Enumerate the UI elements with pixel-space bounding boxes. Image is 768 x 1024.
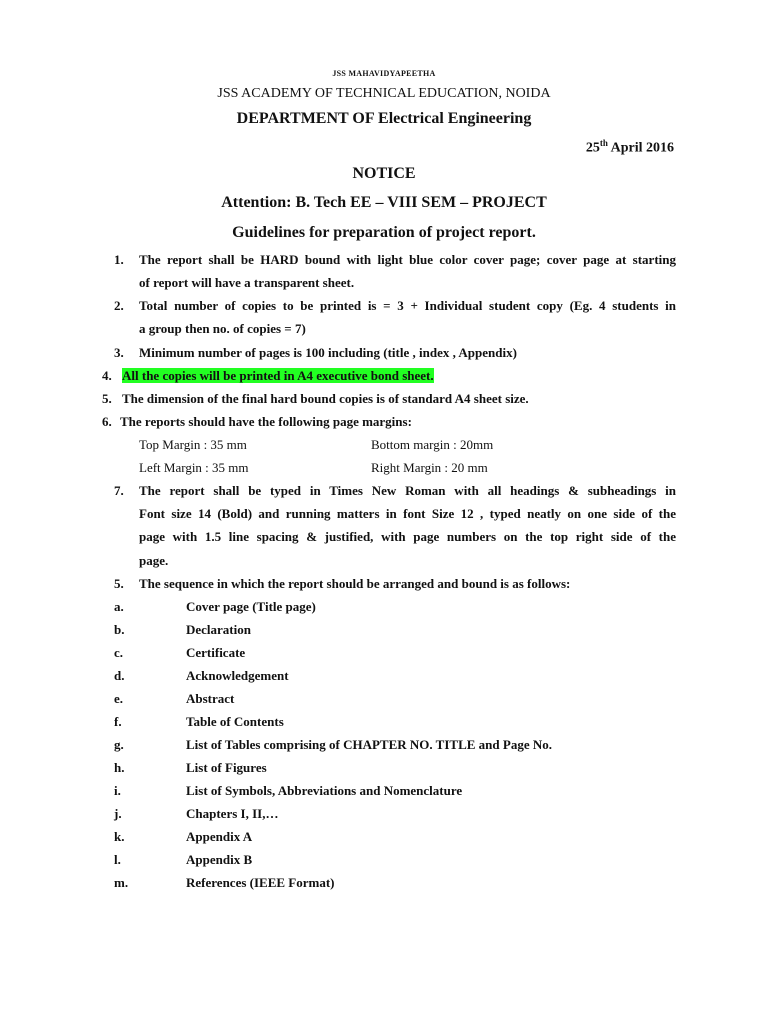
list-item: List of Tables comprising of CHAPTER NO. TITLE and Page No. bbox=[186, 737, 552, 752]
item-1-line-1: The report shall be HARD bound with light blue color cover page; cover page at starting bbox=[139, 252, 676, 267]
item-number: 4. bbox=[102, 368, 112, 383]
list-item: Acknowledgement bbox=[186, 668, 289, 683]
item-3-line-1: Minimum number of pages is 100 including (title , index , Appendix) bbox=[139, 345, 517, 360]
item-number: 3. bbox=[114, 345, 124, 360]
attention-line: Attention: B. Tech EE – VIII SEM – PROJECT bbox=[221, 194, 547, 211]
list-item-letter: g. bbox=[114, 737, 124, 752]
item-5-line-1: The dimension of the final hard bound copies is of standard A4 sheet size. bbox=[122, 391, 529, 406]
list-item: Abstract bbox=[186, 691, 235, 706]
item-7-line-1: The report shall be typed in Times New Roman with all headings & subheadings in bbox=[139, 483, 676, 498]
guidelines-heading: Guidelines for preparation of project report. bbox=[232, 224, 536, 241]
margin-top: Top Margin : 35 mm bbox=[139, 437, 247, 452]
list-item-letter: i. bbox=[114, 783, 121, 798]
item-number: 2. bbox=[114, 298, 124, 313]
item-7-line-3: page with 1.5 line spacing & justified, with page numbers on the top right side of the bbox=[139, 529, 676, 544]
list-item: Declaration bbox=[186, 622, 251, 637]
item-1-line-2: of report will have a transparent sheet. bbox=[139, 275, 355, 290]
highlight-mark: All the copies will be printed in A4 executive bond sheet. bbox=[122, 368, 434, 383]
list-item: Table of Contents bbox=[186, 714, 284, 729]
list-item: References (IEEE Format) bbox=[186, 875, 335, 890]
org-name: JSS MAHAVIDYAPEETHA bbox=[332, 69, 436, 78]
list-item: Cover page (Title page) bbox=[186, 599, 316, 614]
item-number: 6. bbox=[102, 414, 112, 429]
date-suffix: th bbox=[599, 138, 608, 148]
list-item: Appendix B bbox=[186, 852, 253, 867]
notice-heading: NOTICE bbox=[352, 165, 416, 182]
item-4-line-1 bbox=[122, 368, 434, 384]
date-month-year: April 2016 bbox=[607, 140, 674, 156]
item-6-line-1: The reports should have the following page margins: bbox=[120, 414, 412, 429]
list-item-letter: e. bbox=[114, 691, 124, 706]
item-7-line-2: Font size 14 (Bold) and running matters in font Size 12 , typed neatly on one side of the bbox=[139, 506, 676, 521]
item-2-line-1: Total number of copies to be printed is = 3 + Individual student copy (Eg. 4 students in bbox=[139, 298, 676, 313]
list-item-letter: l. bbox=[114, 852, 121, 867]
list-item-letter: b. bbox=[114, 622, 125, 637]
list-item-letter: h. bbox=[114, 760, 125, 775]
item-number: 5. bbox=[114, 576, 124, 591]
list-item-letter: k. bbox=[114, 829, 125, 844]
item-number: 5. bbox=[102, 391, 112, 406]
item-2-line-2: a group then no. of copies = 7) bbox=[139, 321, 306, 336]
sequence-intro: The sequence in which the report should be arranged and bound is as follows: bbox=[139, 576, 571, 591]
list-item-letter: f. bbox=[114, 714, 122, 729]
list-item-letter: m. bbox=[114, 875, 129, 890]
list-item-letter: d. bbox=[114, 668, 125, 683]
list-item: List of Symbols, Abbreviations and Nomenclature bbox=[186, 783, 463, 798]
list-item: Chapters I, II,… bbox=[186, 806, 279, 821]
margin-right: Right Margin : 20 mm bbox=[371, 460, 488, 475]
margin-bottom: Bottom margin : 20mm bbox=[371, 437, 494, 452]
margin-left: Left Margin : 35 mm bbox=[139, 460, 249, 475]
notice-date bbox=[586, 138, 674, 157]
department-title: DEPARTMENT OF Electrical Engineering bbox=[236, 110, 532, 127]
item-7-line-4: page. bbox=[139, 553, 169, 568]
item-number: 7. bbox=[114, 483, 124, 498]
list-item-letter: j. bbox=[114, 806, 122, 821]
institute-name: JSS ACADEMY OF TECHNICAL EDUCATION, NOIDA bbox=[217, 86, 551, 101]
list-item: Certificate bbox=[186, 645, 246, 660]
list-item-letter: c. bbox=[114, 645, 124, 660]
list-item: List of Figures bbox=[186, 760, 267, 775]
list-item-letter: a. bbox=[114, 599, 124, 614]
date-day: 25 bbox=[585, 140, 600, 156]
item-number: 1. bbox=[114, 252, 124, 267]
list-item: Appendix A bbox=[186, 829, 253, 844]
